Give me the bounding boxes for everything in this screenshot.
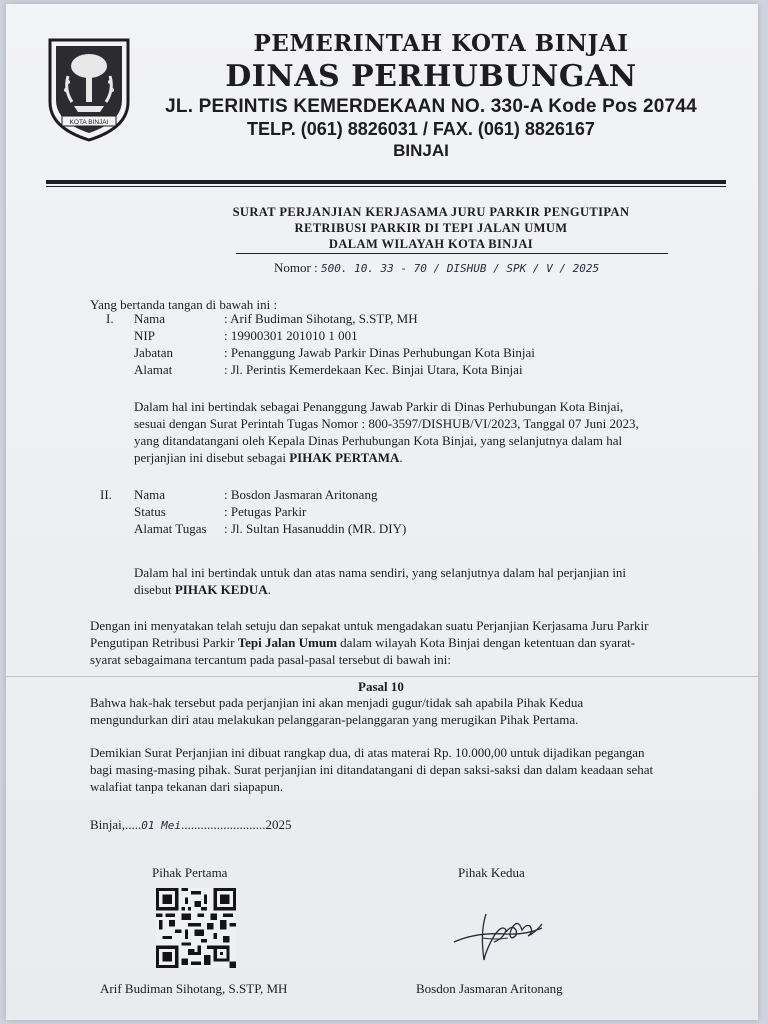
title-line-3: DALAM WILAYAH KOTA BINJAI [328, 237, 534, 251]
document-title [206, 204, 656, 252]
handwritten-number: 500. 10. 33 - 70 / DISHUB / SPK / V / 2025 [320, 262, 600, 275]
article-line: Bahwa hak-hak tersebut pada perjanjian ini akan menjadi gugur/tidak sah apabila Pihak Kedua [90, 695, 584, 710]
title-underline [236, 253, 668, 254]
first-party-name: Arif Budiman Sihotang, S.STP, MH [100, 981, 288, 996]
agency-name: DINAS PERHUBUNGAN [225, 59, 637, 94]
party-1-paragraph-line: perjanjian ini disebut sebagai PIHAK PERTAMA. [134, 450, 403, 465]
title-line-1: SURAT PERJANJIAN KERJASAMA JURU PARKIR PENGUTIPAN [232, 205, 630, 219]
party-1-value: : Arif Budiman Sihotang, S.STP, MH [224, 311, 418, 326]
svg-text:KOTA BINJAI: KOTA BINJAI [69, 119, 109, 126]
letterhead [136, 30, 726, 161]
party-1-value: : Jl. Perintis Kemerdekaan Kec. Binjai Utara, Kota Binjai [224, 362, 523, 377]
party-2-designation: PIHAK KEDUA [174, 582, 268, 597]
agency-city: BINJAI [393, 141, 449, 160]
party-1-label: Alamat [134, 362, 173, 377]
handwritten-date: 01 Mei [141, 819, 182, 832]
party-2-numeral: II. [100, 487, 112, 502]
party-2-value: : Jl. Sultan Hasanuddin (MR. DIY) [224, 521, 407, 536]
header-rule [46, 180, 726, 184]
second-party-name: Bosdon Jasmaran Aritonang [416, 981, 563, 996]
second-party-title: Pihak Kedua [458, 865, 525, 880]
party-2-label: Alamat Tugas [134, 521, 207, 536]
closing-line: bagi masing-masing pihak. Surat perjanjian ini ditandatangani di depan saksi-saksi dan dalam keadaan sehat [90, 762, 654, 777]
party-2-value: : Petugas Parkir [224, 504, 307, 519]
article-line: mengundurkan diri atau melakukan pelanggaran-pelanggaran yang merugikan Pihak Pertama. [90, 712, 579, 727]
government-name: PEMERINTAH KOTA BINJAI [253, 30, 629, 57]
document-number: Nomor : 500. 10. 33 - 70 / DISHUB / SPK / V / 2025 [274, 260, 600, 275]
closing-line: Demikian Surat Perjanjian ini dibuat rangkap dua, di atas materai Rp. 10.000,00 untuk dijadikan pegangan [90, 745, 645, 760]
party-1-label: Nama [134, 311, 166, 326]
intro-text: Yang bertanda tangan di bawah ini : [90, 297, 278, 312]
title-line-2: RETRIBUSI PARKIR DI TEPI JALAN UMUM [294, 221, 568, 235]
party-1-value: : 19900301 201010 1 001 [224, 328, 358, 343]
party-1-label: NIP [134, 328, 155, 343]
party-2-paragraph-line: disebut PIHAK KEDUA. [134, 582, 271, 597]
agency-phone: TELP. (061) 8826031 / FAX. (061) 8826167 [247, 119, 595, 139]
agreement-line: syarat sebagaimana tercantum pada pasal-pasal tersebut di bawah ini: [90, 652, 451, 667]
party-1-designation: PIHAK PERTAMA [289, 450, 400, 465]
header-rule-thin [46, 186, 726, 187]
qr-code [156, 888, 236, 968]
agreement-line: Pengutipan Retribusi Parkir Tepi Jalan Umum dalam wilayah Kota Binjai dengan ketentuan dan syarat- [90, 635, 636, 650]
party-1-numeral: I. [106, 311, 114, 326]
handwritten-signature [446, 902, 556, 972]
party-1-paragraph-line: sesuai dengan Surat Perintah Tugas Nomor : 800-3597/DISHUB/VI/2023, Tanggal 07 Juni 2023, [134, 416, 639, 431]
signing-date: Binjai,.....01 Mei..........................2025 [90, 817, 292, 832]
closing-line: walafiat tanpa tekanan dari siapapun. [90, 779, 284, 794]
document-page [6, 4, 758, 1020]
party-2-label: Status [134, 504, 166, 519]
party-1-paragraph-line: Dalam hal ini bertindak sebagai Penanggung Jawab Parkir di Dinas Perhubungan Kota Binjai, [134, 399, 624, 414]
first-party-title: Pihak Pertama [152, 865, 228, 880]
agency-address: JL. PERINTIS KEMERDEKAAN NO. 330-A Kode Pos 20744 [165, 96, 697, 117]
agreement-line: Dengan ini menyatakan telah setuju dan sepakat untuk mengadakan suatu Perjanjian Kerjasama Juru Parkir [90, 618, 649, 633]
party-1-paragraph-line: yang ditandatangani oleh Kepala Dinas Perhubungan Kota Binjai, yang selanjutnya dalam hal [134, 433, 623, 448]
party-2-paragraph-line: Dalam hal ini bertindak untuk dan atas nama sendiri, yang selanjutnya dalam hal perjanjian ini [134, 565, 627, 580]
page-fold-edge [6, 676, 758, 677]
article-heading: Pasal 10 [358, 679, 404, 694]
party-2-value: : Bosdon Jasmaran Aritonang [224, 487, 378, 502]
party-2-label: Nama [134, 487, 166, 502]
party-1-value: : Penanggung Jawab Parkir Dinas Perhubungan Kota Binjai [224, 345, 535, 360]
party-1-label: Jabatan [134, 345, 173, 360]
